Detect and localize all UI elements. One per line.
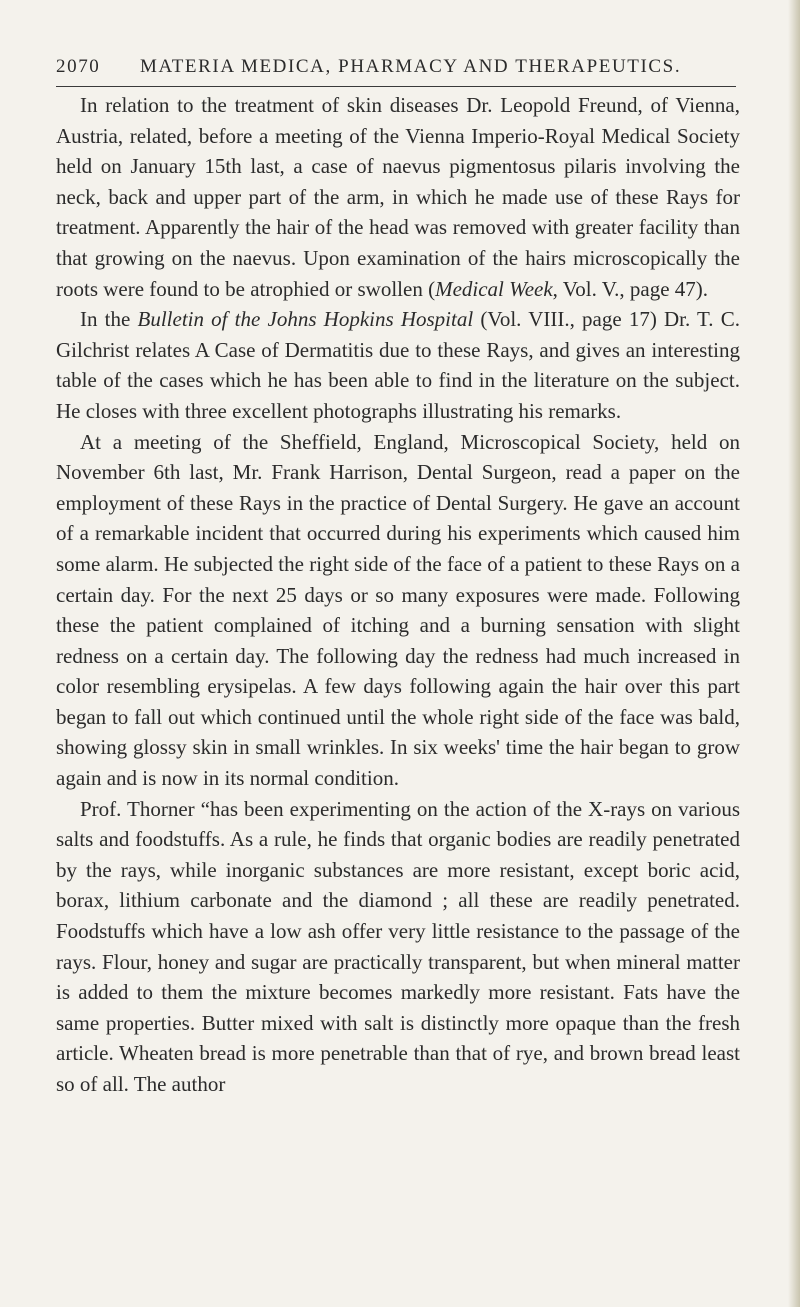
running-title: MATERIA MEDICA, PHARMACY AND THERAPEUTICS. — [140, 56, 682, 77]
page-number: 2070 — [56, 56, 101, 77]
running-header — [56, 52, 736, 87]
paragraph-harrison: At a meeting of the Sheffield, England, Microscopical Society, held on November 6th last, Mr. Frank Harrison, Dental Surgeon, read a paper on the employment of these Rays in the practice of Dental Surgery. He gave an account of a remarkable incident that occurred during his experiments which caused him some alarm. He subjected the right side of the face of a patient to these Rays on a certain day. For the next 25 days or so many exposures were made. Following these the patient complained of itching and a burning sensation with slight redness on a certain day. The following day the redness had much increased in color resembling erysipelas. A few days following again the hair over this part began to fall out which continued until the whole right side of the face was bald, showing glossy skin in small wrinkles. In six weeks' time the hair began to grow again and is now in its normal condition. — [56, 429, 740, 791]
paragraph-freund-citation: , Vol. V., page 47). — [552, 276, 709, 301]
paragraph-gilchrist-lead: In the — [80, 307, 138, 332]
paragraph-gilchrist-text: (Vol. VIII., page 17) Dr. T. C. Gilchrist relates A Case of Dermatitis due to these Rays, and gives an interesting table of the cases which he has been able to find in the literature on the subject. He closes with three excellent photographs illustrating his remarks. — [56, 307, 740, 423]
body-text — [56, 90, 740, 1100]
paragraph-freund — [56, 90, 740, 304]
paragraph-gilchrist — [56, 304, 740, 426]
journal-title-johns-hopkins-bulletin: Bulletin of the Johns Hopkins Hospital — [137, 307, 474, 332]
journal-title-medical-week: Medical Week — [435, 276, 553, 301]
paragraph-thorner: Prof. Thorner “has been experimenting on the action of the X-rays on various salts and foodstuffs. As a rule, he finds that organic bodies are readily penetrated by the rays, while inorganic substances are more resistant, except boric acid, borax, lithium carbonate and the diamond ; all these are readily penetrated. Foodstuffs which have a low ash offer very little resistance to the passage of the rays. Flour, honey and sugar are practically transparent, but when mineral matter is added to them the mixture becomes markedly more resistant. Fats have the same properties. Butter mixed with salt is distinctly more opaque than the fresh article. Wheaten bread is more penetrable than that of rye, and brown bread least so of all. The author — [56, 796, 740, 1096]
paragraph-freund-text: In relation to the treatment of skin diseases Dr. Leopold Freund, of Vienna, Austria, related, before a meeting of the Vienna Imperio-Royal Medical Society held on January 15th last, a case of naevus pigmentosus pilaris involving the neck, back and upper part of the arm, in which he made use of these Rays for treatment. Apparently the hair of the head was removed with greater facility than that growing on the naevus. Upon examination of the hairs microscopically the roots were found to be atrophied or swollen ( — [56, 93, 740, 301]
page-edge-shadow — [788, 0, 800, 1307]
